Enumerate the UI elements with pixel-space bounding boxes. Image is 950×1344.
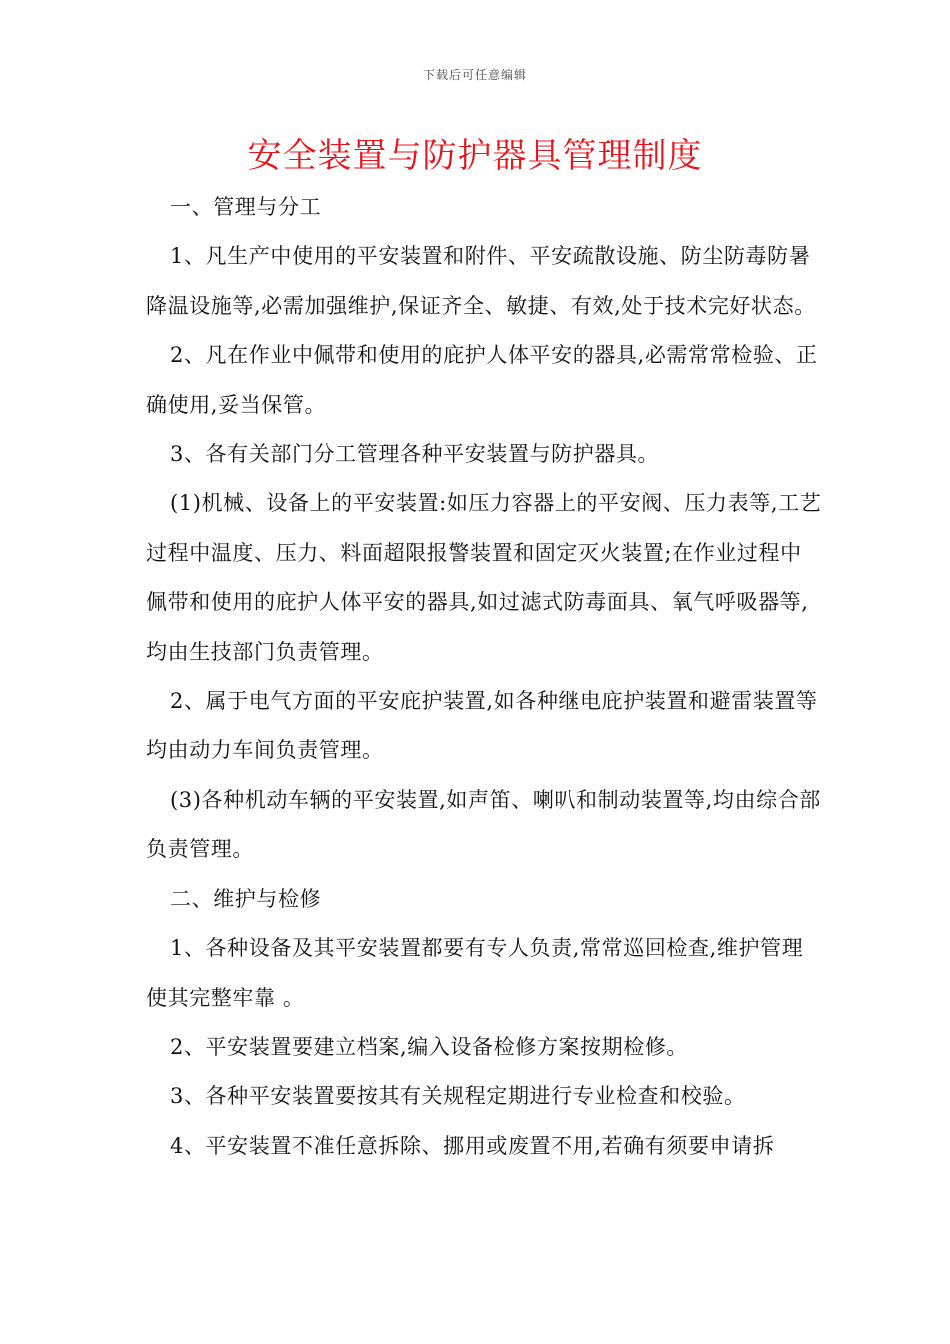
- paragraph: 2、凡在作业中佩带和使用的庇护人体平安的器具,必需常常检验、正确使用,妥当保管。: [146, 343, 818, 417]
- paragraph: 1、凡生产中使用的平安装置和附件、平安疏散设施、防尘防毒防暑降温设施等,必需加强维护,保证齐全、敏捷、有效,处于技术完好状态。: [146, 244, 816, 318]
- paragraph: (1)机械、设备上的平安装置:如压力容器上的平安阀、压力表等,工艺过程中温度、压力、料面超限报警装置和固定灭火装置;在作业过程中佩带和使用的庇护人体平安的器具,如过滤式防毒面具、氧气呼吸器等,均由生技部门负责管理。: [146, 491, 822, 664]
- document-title: 安全装置与防护器具管理制度: [247, 136, 703, 176]
- document-body: [146, 183, 822, 1171]
- paragraph: 4、平安装置不准任意拆除、挪用或废置不用,若确有须要申请拆: [170, 1133, 775, 1158]
- paragraph: 3、各有关部门分工管理各种平安装置与防护器具。: [170, 442, 660, 467]
- paragraph: (3)各种机动车辆的平安装置,如声笛、喇叭和制动装置等,均由综合部负责管理。: [146, 787, 821, 862]
- section-heading-management: 一、管理与分工: [170, 195, 322, 219]
- header-note: 下载后可任意编辑: [422, 68, 527, 82]
- paragraph: 1、各种设备及其平安装置都要有专人负责,常常巡回检查,维护管理使其完整牢靠 。: [146, 936, 804, 1010]
- paragraph: 3、各种平安装置要按其有关规程定期进行专业检查和校验。: [170, 1084, 746, 1109]
- section-heading-maintenance: 二、维护与检修: [170, 886, 322, 911]
- paragraph: 2、平安装置要建立档案,编入设备检修方案按期检修。: [170, 1034, 689, 1059]
- paragraph: 2、属于电气方面的平安庇护装置,如各种继电庇护装置和避雷装置等均由动力车间负责管理。: [146, 689, 818, 763]
